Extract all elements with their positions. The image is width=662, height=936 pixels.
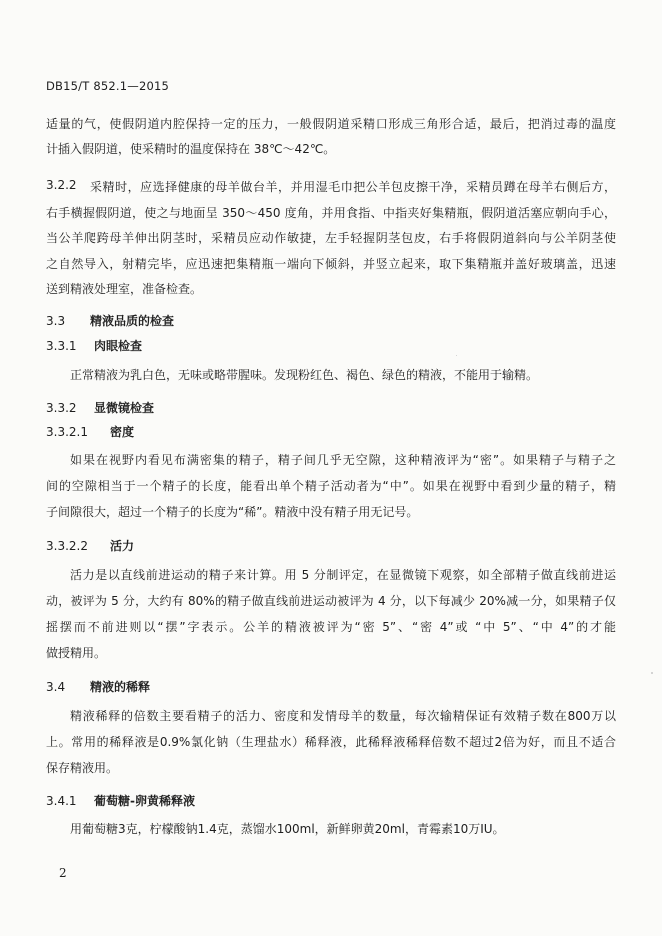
standard-code: DB15/T 852.1—2015 — [46, 79, 170, 93]
section-title: 肉眼检查 — [94, 339, 143, 353]
section-title: 显微镜检查 — [94, 401, 155, 415]
paragraph-line: 当公羊爬跨母羊伸出阴茎时，采精员应动作敏捷，左手轻握阴茎包皮，右手将假阴道斜向与公羊阴茎使 — [46, 231, 616, 245]
section-number: 3.4 — [46, 680, 66, 694]
paragraph-line: 保存精液用。 — [46, 761, 119, 775]
section-heading — [46, 678, 150, 695]
scan-speck — [651, 672, 653, 674]
section-title: 活力 — [110, 539, 135, 553]
scan-speck — [456, 355, 457, 356]
section-heading — [46, 312, 174, 329]
section-title: 精液的稀释 — [90, 680, 151, 694]
paragraph-line: 如果在视野内看见布满密集的精子，精子间几乎无空隙，这种精液评为“密”。如果精子与精子之 — [70, 453, 616, 467]
section-number: 3.3.2.1 — [46, 425, 88, 439]
section-number: 3.3.1 — [46, 339, 77, 353]
section-heading — [46, 423, 134, 440]
section-number: 3.4.1 — [46, 794, 77, 808]
section-number: 3.3.2 — [46, 401, 77, 415]
section-title: 密度 — [110, 425, 135, 439]
paragraph-line: 间的空隙相当于一个精子的长度，能看出单个精子活动者为“中”。如果在视野中看到少量的精子，精 — [46, 479, 616, 493]
section-heading — [46, 537, 134, 554]
paragraph-line: 上。常用的稀释液是0.9%氯化钠（生理盐水）稀释液，此稀释液稀释倍数不超过2倍为好，而且不适合 — [46, 735, 616, 749]
paragraph-line: 子间隙很大，超过一个精子的长度为“稀”。精液中没有精子用无记号。 — [46, 505, 419, 519]
section-heading — [46, 399, 154, 416]
paragraph-line: 动，被评为 5 分，大约有 80%的精子做直线前进运动被评为 4 分，以下每减少 20%减一分，如果精子仅 — [46, 594, 616, 608]
clause-number: 3.2.2 — [46, 178, 77, 192]
paragraph-line: 采精时，应选择健康的母羊做台羊，并用湿毛巾把公羊包皮擦干净，采精员蹲在母羊右侧后方， — [90, 180, 616, 194]
section-title: 葡萄糖-卵黄稀释液 — [94, 794, 195, 808]
page-number: 2 — [59, 866, 67, 880]
paragraph-line: 做授精用。 — [46, 646, 107, 660]
paragraph-line: 右手横握假阴道，使之与地面呈 350～450 度角，并用食指、中指夹好集精瓶，假阴道活塞应朝向手心， — [46, 206, 616, 220]
section-number: 3.3.2.2 — [46, 539, 88, 553]
section-heading — [46, 337, 142, 354]
section-heading — [46, 792, 195, 809]
paragraph-line: 计插入假阴道，使采精时的温度保持在 38℃～42℃。 — [46, 142, 336, 156]
paragraph-line: 之自然导入，射精完毕，应迅速把集精瓶一端向下倾斜，并竖立起来，取下集精瓶并盖好玻璃盖，迅速 — [46, 257, 616, 271]
paragraph-line: 送到精液处理室，准备检查。 — [46, 282, 203, 296]
section-number: 3.3 — [46, 314, 66, 328]
paragraph-line: 精液稀释的倍数主要看精子的活力、密度和发情母羊的数量，每次输精保证有效精子数在800万以 — [70, 709, 616, 723]
paragraph-line: 活力是以直线前进运动的精子来计算。用 5 分制评定，在显微镜下观察，如全部精子做直线前进运 — [70, 568, 616, 582]
paragraph-line: 摇摆而不前进则以“摆”字表示。公羊的精液被评为“密 5”、“密 4”或 “中 5”、“中 4”的才能 — [46, 620, 616, 634]
section-title: 精液品质的检查 — [90, 314, 175, 328]
paragraph-line: 正常精液为乳白色，无味或略带腥味。发现粉红色、褐色、绿色的精液，不能用于输精。 — [70, 368, 539, 382]
paragraph-line: 适量的气，使假阴道内腔保持一定的压力，一般假阴道采精口形成三角形合适，最后，把消过毒的温度 — [46, 117, 616, 131]
paragraph-line: 用葡萄糖3克，柠檬酸钠1.4克，蒸馏水100ml，新鲜卵黄20ml，青霉素10万IU。 — [70, 822, 505, 836]
